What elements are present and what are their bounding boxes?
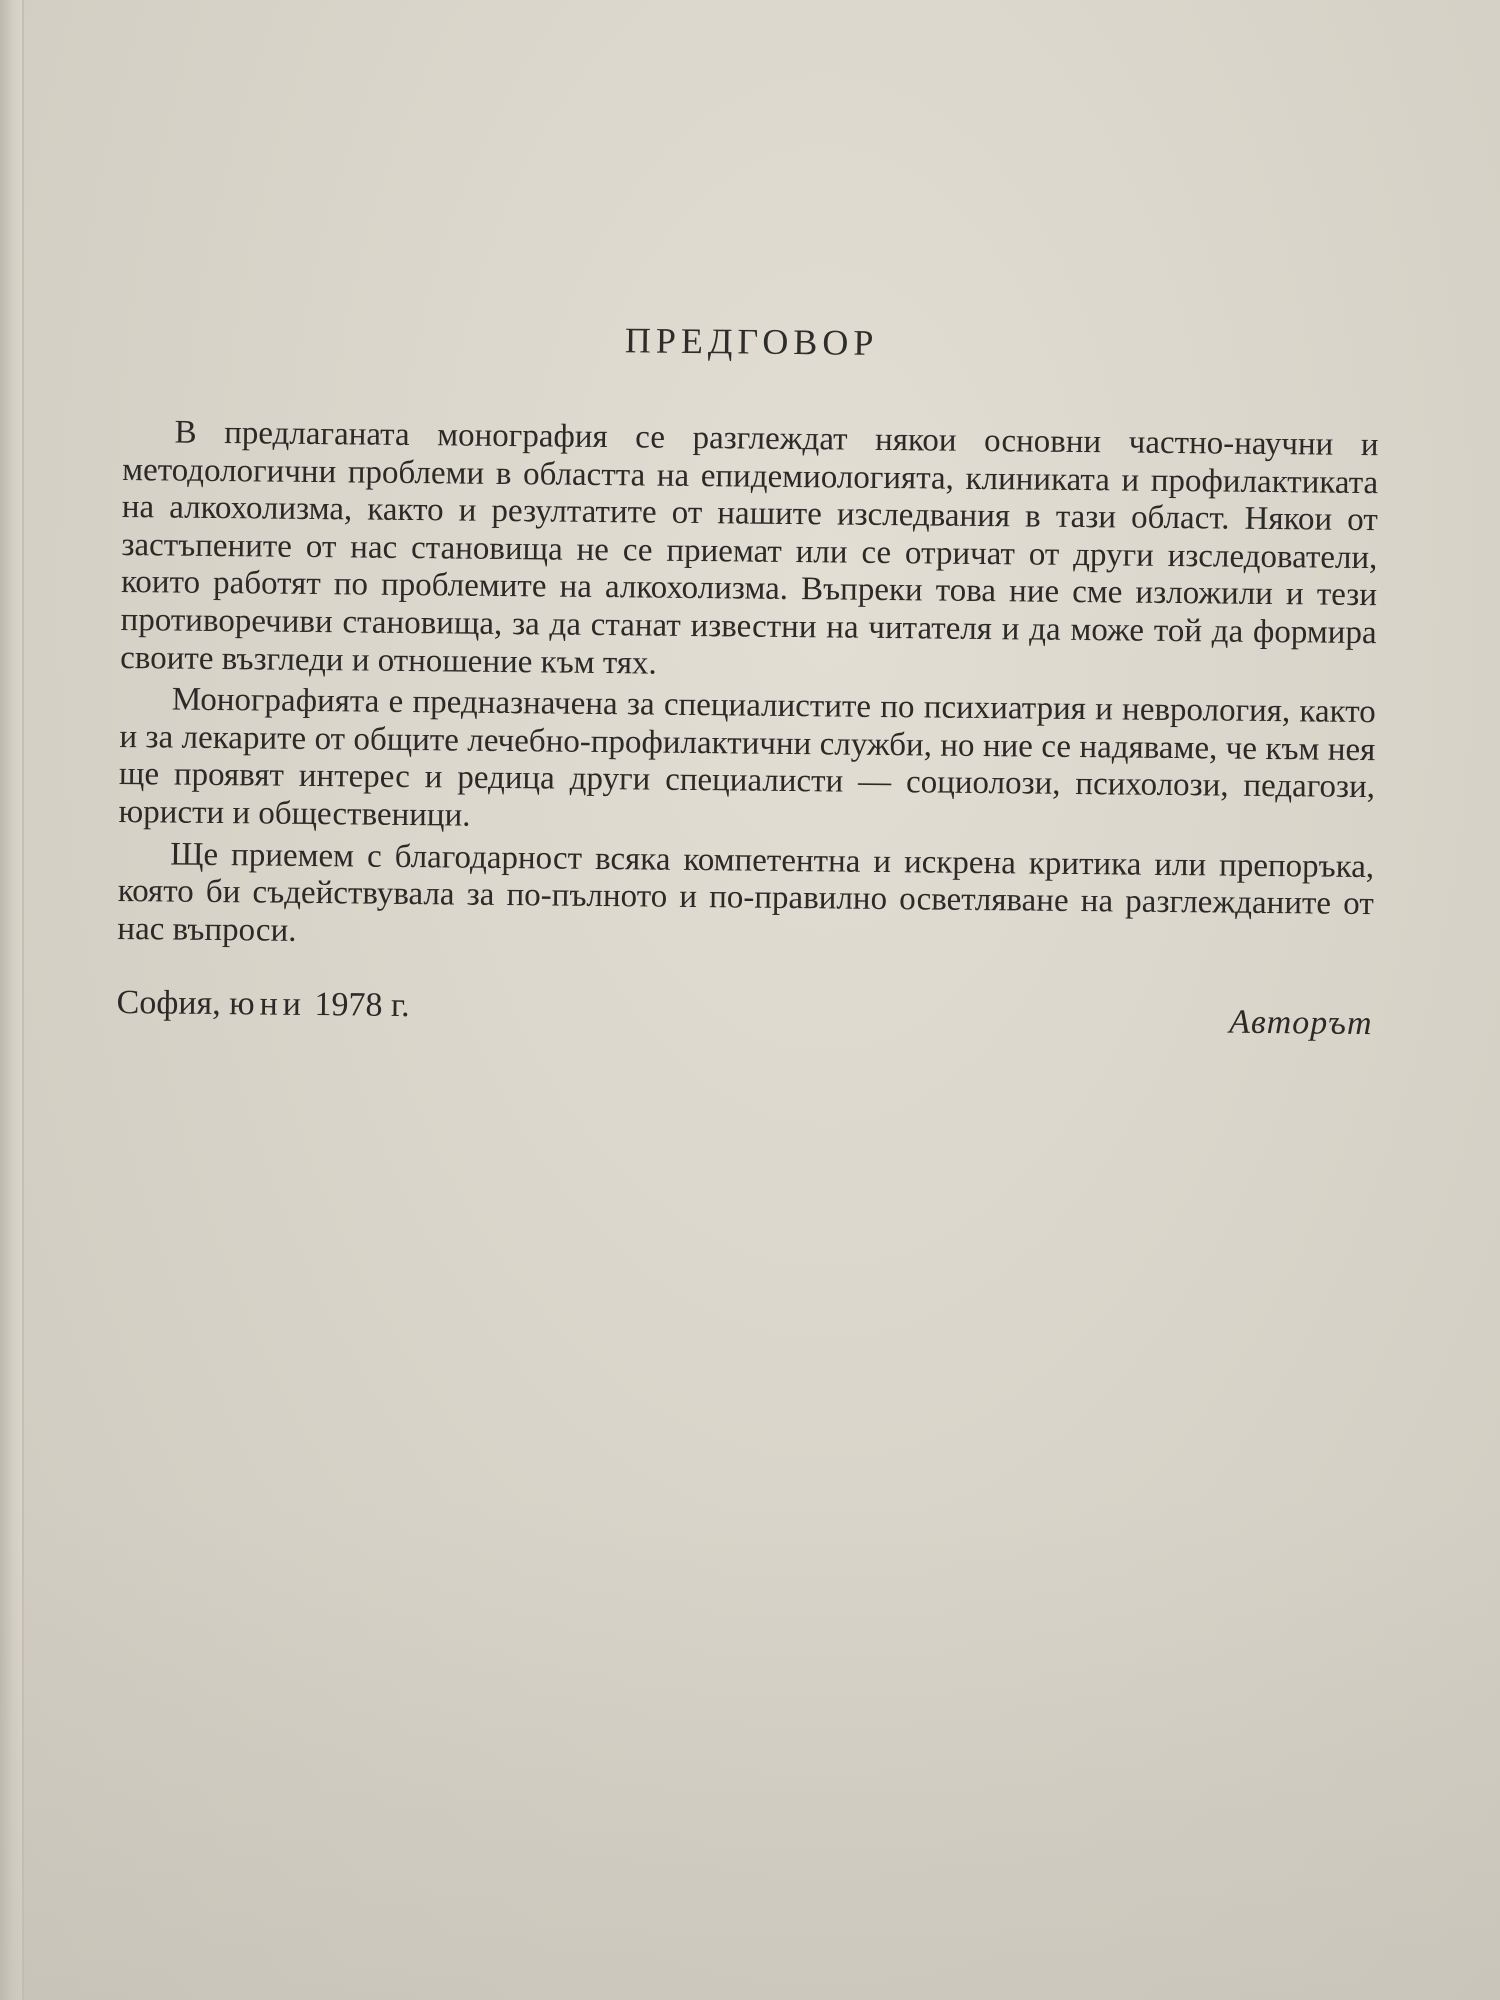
paragraph-2: Монографията е предназначена за специалистите по психиатрия и неврология, както и за лекарите от общите лечебно-профилактични служби, но ние се надяваме, че към нея ще проявят интерес и редица други специалисти — социолози, психолози, педагози, юристи и общественици. <box>118 681 1376 834</box>
month: юни <box>228 985 307 1024</box>
page-shadow <box>0 1500 1500 2000</box>
page-text-block <box>116 300 1380 1047</box>
year: 1978 г. <box>314 986 410 1025</box>
signoff <box>116 984 1372 1047</box>
paragraph-1: В предлаганата монография се разглеждат някои основни частно-научни и методологични проблеми в областта на епидемиологията, клиниката и профилактиката на алкохолизма, както и резултатите от нашите изследвания в тази област. Някои от застъпените от нас становища не се приемат или се отричат от други изследователи, които работят по проблемите на алкохолизма. Въпреки това ние сме изложили и тези противоречиви становища, за да станат известни на читателя и да може той да формира своите възгледи и отношение към тях. <box>120 414 1379 682</box>
author-signature: Авторът <box>1229 1003 1373 1043</box>
page-title: ПРЕДГОВОР <box>624 320 879 363</box>
paragraph-3: Ще приемем с благодарност всяка компетентна и искрена критика или препоръка, която би съдействувала за по-пълното и по-правилно осветляване на разглежданите от нас въпроси. <box>117 836 1375 949</box>
place-date <box>116 984 409 1025</box>
place: София, <box>116 984 221 1023</box>
